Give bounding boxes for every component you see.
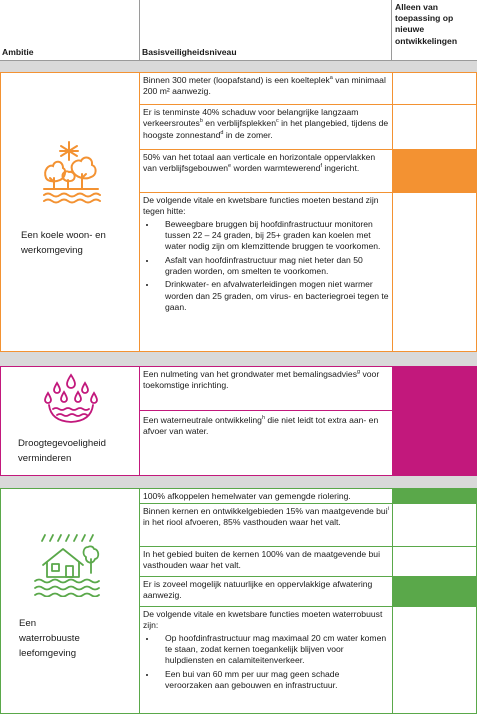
header-nieuwe-ontwikkelingen: Alleen van toepassing op nieuwe ontwikkelingen: [395, 2, 458, 46]
requirement-intro: De volgende vitale en kwetsbare functies moeten waterrobuust zijn:: [143, 609, 383, 631]
footnote-mark: b: [199, 118, 203, 125]
requirement-cell: [139, 488, 393, 504]
requirement-cell: [139, 104, 393, 150]
bullet-item: • Op hoofdinfrastructuur mag maximaal 20 cm water komen te staan, zodat kernen toegankelijk blijven voor hulpdiensten en calamiteitenverkeer.: [157, 633, 389, 667]
table-header: [0, 0, 477, 60]
requirement-cell: [139, 192, 393, 352]
requirement-cell: [139, 410, 393, 476]
bullet-item: • Drinkwater- en afvalwaterleidingen mogen niet warmer worden dan 25 graden, om virus- en bacteriegroei tegen te gaan.: [157, 279, 389, 313]
new-only-cell-filled: [392, 366, 477, 411]
footnote-mark: a: [329, 75, 333, 82]
trees-snowflake-icon: [41, 140, 101, 206]
footnote-mark: i: [387, 506, 389, 513]
ambition-cell-drought: [0, 366, 140, 476]
separator-band: [0, 476, 477, 488]
requirement-text: in de zomer.: [223, 129, 273, 140]
requirement-text: in het riool afvoeren, 85% vasthouden waar het valt.: [143, 517, 341, 528]
footnote-mark: c: [276, 118, 279, 125]
requirement-intro: De volgende vitale en kwetsbare functies moeten bestand zijn tegen hitte:: [143, 195, 379, 217]
requirement-text: 50% van het totaal aan verticale en horizontale oppervlakken van verblijfsgebouwen: [143, 152, 376, 174]
requirement-text: die niet leidt tot extra aan- en afvoer van water.: [143, 415, 379, 437]
droplets-bowl-icon: [43, 373, 99, 425]
requirement-cell: [139, 546, 393, 577]
requirement-text: voor toekomstige inrichting.: [143, 369, 380, 391]
footnote-mark: h: [261, 415, 266, 422]
requirement-cell: [139, 606, 393, 714]
requirement-bullets: [143, 219, 389, 314]
new-only-cell-filled: [392, 576, 477, 607]
requirement-cell: [139, 576, 393, 607]
requirement-cell: [139, 149, 393, 193]
ambition-label-drought: Droogtegevoeligheid verminderen: [18, 438, 107, 464]
requirement-text: Binnen kernen en ontwikkelgebieden 15% van maatgevende bui: [143, 506, 388, 516]
separator-band: [0, 60, 477, 72]
requirement-text: 100% afkoppelen hemelwater van gemengde riolering.: [143, 491, 351, 501]
bullet-item: • Beweegbare bruggen bij hoofdinfrastructuur monitoren tussen 22 – 24 graden, bij 25+ graden kan koelen met water nodig zijn om klemzittende bruggen te voorkomen.: [157, 219, 389, 253]
header-ambitie: Ambitie: [2, 47, 34, 57]
requirement-text: Er is tenminste 40% schaduw voor belangrijke langzaam verkeersroutes: [143, 107, 359, 129]
ambition-label-water: Een waterrobuuste leefomgeving: [19, 618, 80, 659]
requirement-cell: [139, 366, 393, 411]
requirement-text: worden warmtewerend: [231, 163, 321, 174]
new-only-cell: [392, 503, 477, 547]
header-divider-1: [139, 0, 140, 60]
ambition-cell-water: [0, 488, 140, 714]
requirement-cell: [139, 72, 393, 105]
requirement-text: ingericht.: [321, 163, 360, 174]
new-only-cell: [392, 606, 477, 714]
requirement-text: Een waterneutrale ontwikkeling: [143, 415, 262, 425]
footnote-mark: g: [357, 369, 361, 376]
house-rain-flood-icon: [33, 533, 103, 597]
new-only-cell-filled: [392, 149, 477, 193]
ambition-label-heat: Een koele woon- en werkomgeving: [21, 230, 106, 256]
new-only-cell: [392, 546, 477, 577]
requirement-text: in het plangebied, tijdens de hoogste zonnestand: [143, 118, 389, 140]
requirement-cell: [139, 503, 393, 547]
new-only-cell: [392, 104, 477, 150]
footnote-mark: d: [220, 129, 224, 136]
requirement-text: In het gebied buiten de kernen 100% van de maatgevende bui vasthouden waar het valt.: [143, 549, 380, 571]
requirement-text: Er is zoveel mogelijk natuurlijke en oppervlakkige afwatering aanwezig.: [143, 579, 373, 601]
footnote-mark: e: [228, 163, 232, 170]
footnote-mark: f: [320, 163, 322, 170]
requirement-bullets: [143, 633, 389, 692]
bullet-item: • Een bui van 60 mm per uur mag geen schade veroorzaken aan gebouwen en infrastructuur.: [157, 669, 389, 692]
separator-band: [0, 352, 477, 366]
new-only-cell-filled: [392, 410, 477, 476]
requirement-text: Een nulmeting van het grondwater met bemalingsadvies: [143, 369, 358, 379]
ambition-cell-heat: [0, 72, 140, 352]
bullet-item: • Asfalt van hoofdinfrastructuur mag niet heter dan 50 graden worden, om smelten te voorkomen.: [157, 255, 389, 278]
requirement-text: Binnen 300 meter (loopafstand) is een koelteplek: [143, 75, 330, 85]
header-divider-2: [391, 0, 392, 60]
requirement-text: van minimaal 200 m² aanwezig.: [143, 75, 386, 97]
requirement-text: en verblijfsplekken: [202, 118, 276, 129]
new-only-cell-filled: [392, 488, 477, 504]
new-only-cell: [392, 72, 477, 105]
new-only-cell: [392, 192, 477, 352]
header-basisveiligheidsniveau: Basisveiligheidsniveau: [142, 47, 237, 57]
